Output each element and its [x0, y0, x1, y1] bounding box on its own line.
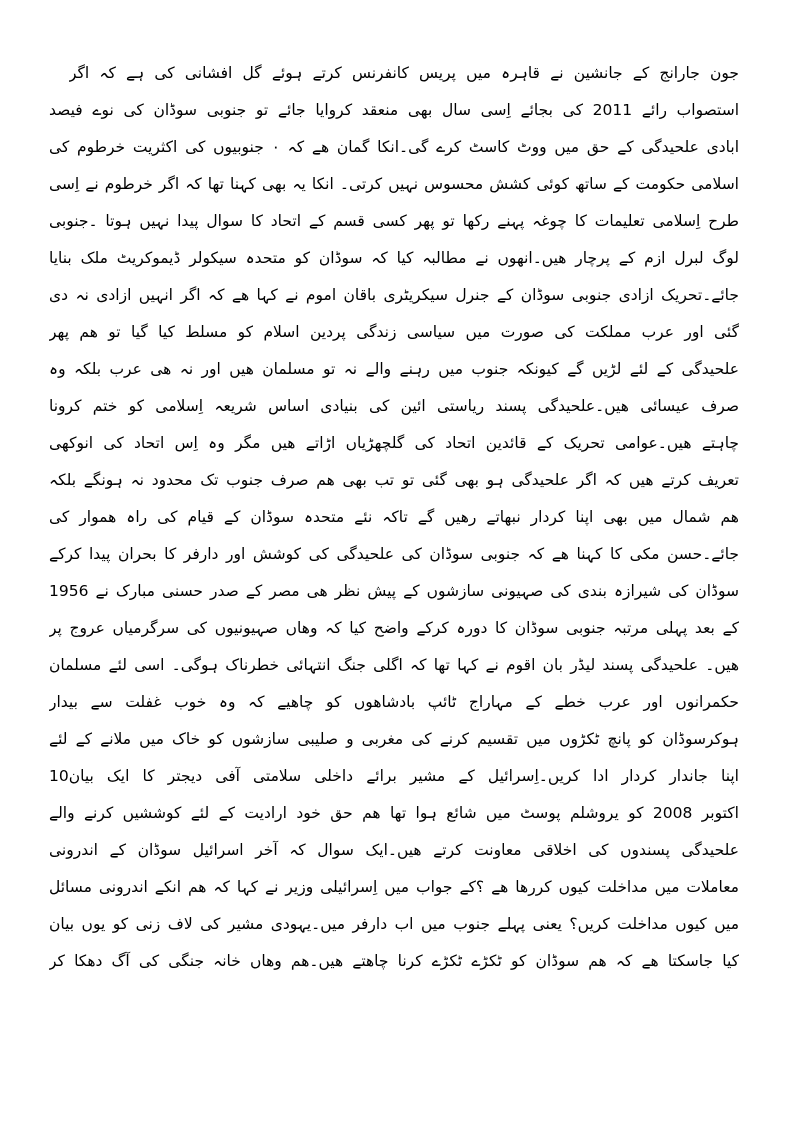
text-line-17: ھیں۔ علحیدگی پسند لیڈر بان اقوم نے کہا تھا کہ اگلی جنگ انتہائی خطرناک ہوگی۔ اسی لئے مسلمان: [49, 656, 739, 674]
text-line-13: ھم شمال میں بھی اپنا کردار نبھاتے رھیں گے تاکہ نئے متحدہ سوڈان کے قیام کی راہ ھموار کی: [49, 508, 739, 526]
text-line-3: ابادی علحیدگی کے حق میں ووٹ کاسٹ کرے گی۔انکا گمان ھے کہ ۰ جنوبیوں کی اکثریت خرطوم کی: [49, 138, 739, 156]
text-line-5: طرح اِسلامی تعلیمات کا چوغہ پہنے رکھا تو پھر کسی قسم کے اتحاد کا سوال پیدا نہیں ہوتا ۔جنوبی: [49, 212, 739, 230]
text-line-22: علحیدگی پسندوں کی اخلاقی معاونت کرتے ھیں۔ایک سوال کہ آخر اسرائیل سوڈان کے اندرونی: [49, 841, 739, 859]
text-line-15: سوڈان کی شیرازہ بندی کی صہیونی سازشوں کے پیش نظر ھی مصر کے صدر حسنی مبارک نے 1956: [49, 582, 739, 600]
text-line-16: کے بعد پہلی مرتبہ جنوبی سوڈان کا دورہ کرکے واضح کیا کہ وھاں صہیونیوں کی سرگرمیاں عروج پر: [49, 619, 739, 637]
text-line-8: گئی اور عرب مملکت کی صورت میں سیاسی زندگی پردین اسلام کو مسلط کیا گیا تو ھم پھر: [49, 323, 739, 341]
text-line-2: استصواب رائے 2011 کی بجائے اِسی سال بھی منعقد کروایا جائے تو جنوبی سوڈان کی نوے فیصد: [49, 101, 739, 119]
text-line-23: معاملات میں مداخلت کیوں کررھا ھے ؟کے جواب میں اِسرائیلی وزیر نے کہا کہ ھم انکے اندرونی مسائل: [49, 878, 739, 896]
text-line-7: جائے۔تحریک ازادی جنوبی سوڈان کے جنرل سیکریٹری باقان اموم نے کہا ھے کہ اگر انہیں ازادی نہ دی: [49, 286, 739, 304]
text-line-21: اکتوبر 2008 کو یروشلم پوسٹ میں شائع ہوا تھا ھم حق خود ارادیت کے لئے کوششیں کرنے والے: [49, 804, 739, 822]
text-line-20: اپنا جاندار کردار ادا کریں۔اِسرائیل کے مشیر برائے داخلی سلامتی آفی دیجتر کا ایک بیان10: [49, 767, 739, 785]
text-line-12: تعریف کرتے ھیں کہ اگر علحیدگی ہو بھی گئی تو تب بھی ھم صرف جنوب تک محدود نہ ہونگے بلکہ: [49, 471, 739, 489]
text-line-1: جون جارانج کے جانشین نے قاہرہ میں پریس کانفرنس کرتے ہوئے گل افشانی کی ہے کہ اگر: [69, 64, 739, 82]
text-line-4: اسلامی حکومت کے ساتھ کوئی کشش محسوس نہیں کرتی۔ انکا یہ بھی کہنا تھا کہ اگر خرطوم نے اِسی: [49, 175, 739, 193]
text-line-18: حکمرانوں اور عرب خطے کے مہاراج ٹائپ بادشاھوں کو چاھیے کہ وہ خوب غفلت سے بیدار: [49, 693, 739, 711]
text-line-9: علحیدگی کے لئے لڑیں گے کیونکہ جنوب میں رہنے والے نہ تو مسلمان ھیں اور نہ ھی عرب بلکہ وہ: [49, 360, 739, 378]
text-line-24: میں کیوں مداخلت کریں؟ یعنی پہلے جنوب میں اب دارفر میں۔یہودی مشیر کی لاف زنی کو یوں بیان: [49, 915, 739, 933]
text-line-19: ہوکرسوڈان کو پانچ ٹکڑوں میں تقسیم کرنے کی مغربی و صلیبی سازشوں کو خاک میں ملانے کے لئے: [49, 730, 739, 748]
text-line-11: چاہتے ھیں۔عوامی تحریک کے قائدین اتحاد کی گلچھڑیاں اڑاتے ھیں مگر وہ اِس اتحاد کی انوکھی: [49, 434, 739, 452]
text-line-25: کیا جاسکتا ھے کہ ھم سوڈان کو ٹکڑے ٹکڑے کرنا چاھتے ھیں۔ھم وھاں خانہ جنگی کی آگ دھکا کر: [49, 952, 739, 970]
text-line-6: لوگ لبرل ازم کے پرچار ھیں۔انھوں نے مطالبہ کیا کہ سوڈان کو متحدہ سیکولر ڈیموکریٹ ملک بنایا: [49, 249, 739, 267]
text-line-14: جائے۔حسن مکی کا کہنا ھے کہ جنوبی سوڈان کی علحیدگی کی کوشش اور دارفر کا بحران پیدا کرکے: [49, 545, 739, 563]
text-line-10: صرف عیسائی ھیں۔علحیدگی پسند ریاستی ائین کی بنیادی اساس شریعہ اِسلامی کو ختم کرونا: [49, 397, 739, 415]
